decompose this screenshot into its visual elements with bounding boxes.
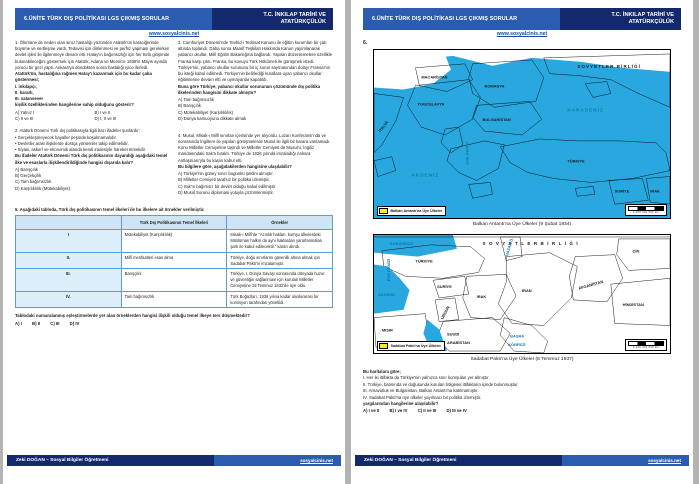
svg-text:YUGOSLAVYA: YUGOSLAVYA (417, 101, 445, 107)
table-row-ornek: Misak-ı Millî'de "Azınlık hakları, komşu ülkelerdeki Müslüman halkın da aynı haklardan yararlanmaları şartı ile kabul edilecektir." kararı alındı. (227, 230, 333, 252)
question-6-option-d[interactable]: D) III ve IV (446, 408, 467, 414)
table-row-ilke: Mütekabiliyet (Karşılıklılık) (121, 230, 227, 252)
page-header (363, 8, 681, 30)
question-2-body: 2. Atatürk Dönemi Türk dış politikasıyla ilgili bazı ifadeler şunlardır: (15, 128, 140, 134)
question-6-options (363, 408, 681, 414)
question-2-bullet-3: • Siyasi, askerî ve ekonomik alanda kendi iradesiyle hareket etmelidir. (15, 147, 146, 153)
question-4-prompt2: Bu bilgilere göre, aşağıdakilerden hangisine ulaşılabilir? (178, 163, 292, 169)
table-row-ornek: Türkiye, I. Dünya Savaşı sonrasında dünyada huzur ve güvenliğin sağlanması için kurulan Milletler Cemiyetine 18 Temmuz 1932'de üye oldu. (227, 269, 333, 291)
svg-text:IRAK: IRAK (650, 188, 660, 194)
table-row (16, 291, 333, 308)
question-1-option-d[interactable]: D) I, II ve III (94, 115, 117, 121)
question-1-roman-3: III. vatansever (15, 96, 44, 102)
question-4 (178, 133, 333, 197)
question-5-option-c[interactable]: C) III (50, 320, 60, 326)
table-row-ilke: Millî menfaatleri esas alma (121, 252, 227, 269)
course-title-line1: T.C. İNKILAP TARİHİ VE (611, 11, 674, 18)
table-row (16, 230, 333, 252)
map-balkan-legend (377, 206, 446, 217)
map-sadabat-pakti (373, 234, 671, 354)
column-right (178, 40, 333, 203)
svg-text:MISIR: MISIR (381, 327, 393, 333)
table-row-ornek: Türkiye, doğu sınırlarını güvenlik altına almak için Sadabat Paktı'nı imzalamıştır. (227, 252, 333, 269)
map-sadabat-scale-label: 0 200 400 600 km (632, 346, 660, 349)
question-6-roman-2: II. Türkiye, batısında ve doğusunda kurulan bölgesel ittifakların içinde bulunmuştur. (363, 381, 519, 387)
svg-text:KARADENİZ: KARADENİZ (389, 240, 414, 246)
question-5-option-b[interactable]: B) II (32, 320, 41, 326)
svg-text:MACARİSTAN: MACARİSTAN (421, 74, 448, 80)
svg-text:SOVYETLER BİRLİĞİ: SOVYETLER BİRLİĞİ (577, 63, 641, 69)
table-row-num: III. (16, 269, 122, 291)
unit-title: 6.ÜNİTE TÜRK DIŞ POLİTİKASI LGS ÇIKMIŞ SORULAR (15, 8, 212, 30)
svg-text:SURİYE: SURİYE (614, 188, 630, 194)
map-sadabat-svg (374, 235, 670, 353)
svg-text:İRAN: İRAN (522, 288, 532, 294)
page-footer (355, 455, 689, 466)
question-3-prompt2: Buna göre Türkiye, yabancı okullar sorununun çözümünde dış politika ilkelerinden hangisini dikkate almıştır? (178, 83, 321, 95)
question-5-prompt: Tablodaki numaralanmış eşleştirmelerde yer alan örneklerden hangisi ilişkili olduğu temel ilkeye ters düşmektedir? (15, 313, 250, 319)
question-2-options (15, 167, 170, 193)
course-title-line2: ATATÜRKÇÜLÜK (280, 19, 326, 25)
question-1-roman-1: I. inkılapçı, (15, 83, 37, 89)
svg-text:EGE DENİZİ: EGE DENİZİ (464, 142, 470, 165)
table-row (16, 269, 333, 291)
question-5-option-d[interactable]: D) IV (69, 320, 80, 326)
footer-site-wrap (214, 455, 341, 466)
course-title-line2: ATATÜRKÇÜLÜK (628, 19, 674, 25)
question-1-option-c[interactable]: C) II ve III (15, 115, 34, 121)
svg-text:S O V Y E T L E R B İ R L İ: S O V Y E T L E R B İ R L İ Ğ İ (482, 240, 579, 246)
question-3 (178, 40, 333, 123)
svg-text:TÜRKİYE: TÜRKİYE (567, 158, 585, 164)
map-sadabat-legend-label: Sadabat Paktı'na Üye Ülkeler (390, 343, 441, 348)
question-2-option-b[interactable]: B) Gerçekçilik (15, 173, 42, 179)
map-balkan-svg (374, 50, 670, 218)
svg-text:ÇİN: ÇİN (632, 248, 640, 254)
legend-swatch-icon (379, 343, 388, 350)
question-1-prompt: Atatürk'ün, hastalığına rağmen Hatay'ı kazanmak için bu kadar çaba göstermesi; (15, 71, 152, 83)
svg-text:AFGANİSTAN: AFGANİSTAN (577, 278, 604, 291)
map-sadabat-legend (377, 341, 445, 352)
question-6-roman-1: I. Her iki ittifakta da Türkiye'nin yalnızca sınır komşuları yer almıştır. (363, 375, 490, 381)
site-url-header[interactable]: www.sosyalcinis.net (496, 31, 548, 37)
policy-principles-table (15, 215, 333, 309)
svg-text:EGE DENİZİ: EGE DENİZİ (385, 258, 391, 282)
question-4-option-c[interactable]: C) Irak'ın bağımsız bir devlet olduğu kabul edilmiştir. (178, 183, 277, 189)
svg-text:IRAK: IRAK (476, 293, 487, 299)
question-1-prompt2: kişilik özelliklerinden hangilerine sahip olduğunu gösterir? (15, 102, 134, 108)
question-1-option-a[interactable]: A) Yalnız I (15, 109, 35, 115)
table-row-ilke: Barışçılık (121, 269, 227, 291)
question-1-roman-2: II. kararlı, (15, 89, 34, 95)
table-header-row (16, 215, 333, 230)
question-4-option-a[interactable]: A) Türkiye'nin güney sınırı bugünkü şeklini almıştır. (178, 171, 274, 177)
question-4-option-b[interactable]: B) Milletler Cemiyeti tarafsız bir politika izlemiştir. (178, 177, 270, 183)
svg-text:ARABİSTAN: ARABİSTAN (447, 340, 470, 346)
question-3-option-a[interactable]: A) Tam bağımsızlık (178, 97, 215, 103)
question-1-body: 1. Ölümüne de neden olan siroz hastalığı yüzünden Atatürk'ün karaciğerinde büyüme ve sertleşme vardı. Tedavisi için dinlenmesi ve perhiz yapması gerekirken devlet işleri ile ilgilenmeye devam etti. Hatay'ın bağımsızlığı için her türlü girişimde bulunabileceğini göstermek için Atatürk, Adana ve Mersin'e 1938'in Mayıs ayında yorucu bir gezi yaptı. Ankara'ya döndükten sonra hastalığı iyice ilerledi. (15, 40, 170, 70)
column-left (15, 40, 170, 203)
right-page (351, 0, 693, 484)
svg-text:SUUDİ: SUUDİ (447, 331, 460, 337)
map-balkan-legend-label: Balkan Antantı'na Üye Ülkeler (390, 208, 443, 213)
course-title (212, 8, 333, 30)
question-6-roman-3: III. Arnavutluk ve Bulgaristan, Balkan Antantı'na katılmamıştır. (363, 388, 479, 394)
map-balkan-caption: Balkan Antantı'na Üye Ülkeler (9 Şubat 1934) (472, 222, 572, 227)
svg-text:BASRA: BASRA (510, 333, 525, 339)
question-columns (11, 40, 337, 203)
question-2-prompt2: Bu ifadeler Atatürk Dönemi Türk dış politikasının dayandığı aşağıdaki temel ilke ve esaslarla ilişkilendirildiğinde hangisi dışarıda kalır? (15, 153, 168, 165)
map-balkan-scale (625, 204, 667, 216)
footer-site-link[interactable]: sosyalcinis.net (300, 458, 333, 463)
question-5-options (15, 321, 333, 327)
course-title (560, 8, 681, 30)
svg-text:AKDENİZ: AKDENİZ (411, 172, 440, 178)
question-1-option-b[interactable]: B) I ve II (94, 109, 111, 115)
footer-site-wrap (562, 455, 689, 466)
table-header-ornek: Örnekler (227, 215, 333, 230)
svg-text:HİNDİSTAN: HİNDİSTAN (622, 301, 644, 307)
question-6-text (359, 369, 685, 415)
table-header-ilke: Türk Dış Politikasının Temel İlkeleri (121, 215, 227, 230)
course-title-line1: T.C. İNKILAP TARİHİ VE (263, 11, 326, 18)
svg-text:KÖRFEZİ: KÖRFEZİ (508, 342, 526, 348)
page-header (15, 8, 333, 30)
svg-text:TÜRKİYE: TÜRKİYE (415, 258, 433, 264)
svg-text:ROMANYA: ROMANYA (484, 83, 505, 89)
table-row-num: IV. (16, 291, 122, 308)
table-row (16, 252, 333, 269)
question-3-option-b[interactable]: B) Barışçılık (178, 103, 201, 109)
map-sadabat-caption: Sadabat Paktı'na Üye Ülkeler (8 Temmuz 1937) (470, 357, 574, 362)
question-6-option-b[interactable]: B) I ve IV (389, 408, 408, 414)
table-row-num: I (16, 230, 122, 252)
footer-author: Zeki DOĞAN – Sosyal Bilgiler Öğretmeni (355, 455, 562, 466)
svg-text:KARADENİZ: KARADENİZ (567, 107, 604, 113)
footer-author: Zeki DOĞAN – Sosyal Bilgiler Öğretmeni (7, 455, 214, 466)
question-6-prompt2: yargılarından hangilerine ulaşılabilir? (363, 400, 439, 406)
question-5-prompt-block (11, 313, 337, 327)
svg-text:HAZAR D.: HAZAR D. (504, 237, 515, 257)
question-6-option-a[interactable]: A) I ve II (363, 408, 380, 414)
svg-text:SURİYE: SURİYE (437, 284, 452, 290)
table-row-num: II. (16, 252, 122, 269)
question-6-prompt: Bu haritalara göre; (363, 369, 401, 374)
question-5-option-a[interactable]: A) I (15, 320, 22, 326)
question-2-bullet-1: • Gerçekleşmeyecek hayaller peşinde koşulmamalıdır. (15, 134, 117, 140)
svg-text:İTALYA: İTALYA (377, 119, 390, 134)
question-6-number: 6. (363, 40, 368, 46)
unit-title: 6.ÜNİTE TÜRK DIŞ POLİTİKASI LGS ÇIKMIŞ SORULAR (363, 8, 560, 30)
table-row-ilke: Tam bağımsızlık (121, 291, 227, 308)
question-2 (15, 128, 170, 192)
left-page (3, 0, 345, 484)
question-2-option-d[interactable]: D) Karşılıklılık (Mütekabiliyet) (15, 185, 71, 191)
question-3-option-d[interactable]: D) Dünya kamuoyunu dikkate almak (178, 116, 247, 122)
table-row-ornek: Türk Boğazları, 1936 yılına kadar uluslararası bir komisyon tarafından yönetildi. (227, 291, 333, 308)
question-1-options (15, 110, 170, 123)
question-1 (15, 40, 170, 122)
map-balkan-scale-label: 0 200 400 600 km (632, 211, 660, 214)
svg-text:ÜRDÜN: ÜRDÜN (439, 305, 451, 321)
svg-text:BULGARİSTAN: BULGARİSTAN (482, 117, 511, 123)
map-sadabat-scale (625, 339, 667, 351)
question-4-body: 4. Musul, Misak-ı Millî sınırları içerisinde yer alıyordu. Lozan Konferansı'nda ve sonrasında İngiltere ile yapılan görüşmelerde Musul ile ilgili bir karara varılamadı. Konu Milletler Cemiyetine taşındı ve Milletler Cemiyeti de Musul'u, İngiliz mandasındaki Irak'a bıraktı. Türkiye de 1926 yılında imzaladığı Ankara Antlaşması'yla bu kararı kabul etti. (178, 132, 331, 163)
question-5-intro: 5. Aşağıdaki tabloda, Türk dış politikasının temel ilkeleri ile bu ilkelere ait örnekler verilmiştir. (15, 206, 205, 212)
question-2-option-c[interactable]: C) Tam bağımsızlık (15, 179, 52, 185)
question-4-options (178, 171, 333, 197)
site-url-header[interactable]: www.sosyalcinis.net (148, 31, 200, 37)
question-4-option-d[interactable]: D) Musul Sorunu diplomasi yoluyla çözümlenmiştir. (178, 190, 274, 196)
question-3-option-c[interactable]: C) Mütekabiliyet (Karşılıklılık) (178, 109, 234, 115)
map-balkan-antanti (373, 49, 671, 219)
question-6-roman-4: IV. Sadabat Paktı'na üye ülkeler yayılmacı bir politika izlemiştir. (363, 394, 482, 400)
question-3-body: 3. Cumhuriyet Dönemi'nde Tevhid-i Tedrisat Kanunu ile eğitim kurumları bir çatı altında toplandı. Daha sonra Maarif Teşkilatı Hakkında Kanun yayımlanarak yabancı okullar, Millî Eğitim Bakanlığına bağlandı. Yapılan düzenlemelere özellikle Fransa karşı çıktı. Fransa, bu konuyu Türk Hükûmeti ile görüşmek istedi. Türkiye'nin, yabancı okullar sorununu bir iç sorun saymasından dolayı Fransa'nın bu isteği kabul edilmedi. Türkiye'nin belirlediği kurallara uyan yabancı okullar eğitimlerine devam etti ve uymayanlar kapatıldı. (178, 40, 333, 83)
question-3-options (178, 97, 333, 123)
footer-site-link[interactable]: sosyalcinis.net (648, 458, 681, 463)
page-footer (7, 455, 341, 466)
svg-text:AKDENİZ: AKDENİZ (377, 291, 396, 297)
question-6-option-c[interactable]: C) II ve III (417, 408, 437, 414)
question-2-option-a[interactable]: A) Barışçılık (15, 166, 38, 172)
table-header-num (16, 215, 122, 230)
question-2-bullet-2: • Devletler arası ilişkilerde dostça yöntemler takip edilmelidir. (15, 140, 129, 146)
legend-swatch-icon (379, 208, 388, 215)
